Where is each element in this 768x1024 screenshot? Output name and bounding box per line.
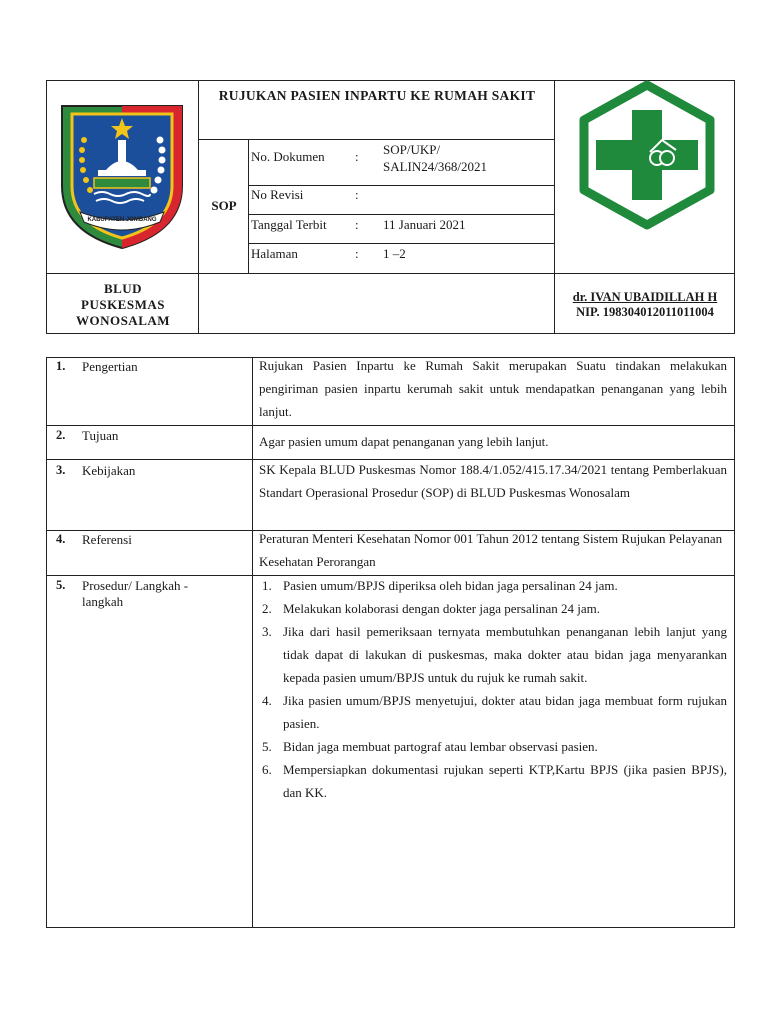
crest-ribbon-text: KABUPATEN JOMBANG <box>87 217 157 223</box>
divider <box>248 214 554 215</box>
step-number: 6. <box>262 762 272 777</box>
organization-line: BLUD <box>103 281 143 296</box>
row-number: 4. <box>56 532 66 546</box>
divider <box>248 243 554 244</box>
step-text: Mempersiapkan dokumentasi rujukan seperti KTP,Kartu BPJS (jika pasien BPJS), dan KK. <box>283 762 727 800</box>
field-value-no-dokumen: SOP/UKP/ SALIN24/368/2021 <box>383 142 487 174</box>
step-text: Jika pasien umum/BPJS menyetujui, dokter atau bidan jaga membuat form rujukan pasien. <box>283 693 727 731</box>
divider <box>248 139 249 273</box>
organization-line: PUSKESMAS <box>81 297 165 312</box>
divider <box>46 425 735 426</box>
divider <box>554 273 555 334</box>
step-text: Pasien umum/BPJS diperiksa oleh bidan jaga persalinan 24 jam. <box>283 578 618 593</box>
divider <box>46 273 735 274</box>
row-label-prosedur: Prosedur/ Langkah - langkah <box>82 578 189 609</box>
step-text: Melakukan kolaborasi dengan dokter jaga persalinan 24 jam. <box>283 601 600 616</box>
document-title: RUJUKAN PASIEN INPARTU KE RUMAH SAKIT <box>218 88 536 103</box>
step-number: 1. <box>262 578 272 593</box>
procedure-step <box>259 597 727 620</box>
puskesmas-logo-icon <box>576 80 718 230</box>
signer-name: dr. IVAN UBAIDILLAH H <box>572 290 718 304</box>
procedure-step <box>259 689 727 735</box>
row-number: 3. <box>56 463 66 477</box>
step-number: 4. <box>262 693 272 708</box>
field-label-halaman: Halaman <box>251 246 298 261</box>
procedure-step <box>259 574 727 597</box>
step-number: 2. <box>262 601 272 616</box>
row-label-referensi: Referensi <box>82 532 132 547</box>
field-label-no-dokumen: No. Dokumen <box>251 149 325 164</box>
step-number: 3. <box>262 624 272 639</box>
organization-line: WONOSALAM <box>75 313 171 328</box>
kabupaten-jombang-crest-icon <box>58 100 186 252</box>
procedure-step <box>259 758 727 804</box>
row-label-kebijakan: Kebijakan <box>82 463 136 478</box>
field-value-tanggal-terbit: 11 Januari 2021 <box>383 217 466 232</box>
row-label-tujuan: Tujuan <box>82 428 119 443</box>
divider <box>252 357 253 928</box>
signer-block <box>557 290 733 320</box>
field-separator: : <box>355 149 359 164</box>
organization-name <box>48 281 198 329</box>
row-number: 2. <box>56 428 66 442</box>
signer-nip: NIP. 198304012011011004 <box>576 305 714 319</box>
procedure-step <box>259 735 727 758</box>
field-separator: : <box>355 187 359 202</box>
row-number: 5. <box>56 578 66 592</box>
row-number: 1. <box>56 359 66 373</box>
row-text-referensi: Peraturan Menteri Kesehatan Nomor 001 Tahun 2012 tentang Sistem Rujukan Pelayanan Kesehatan Perorangan <box>259 531 723 569</box>
step-text: Jika dari hasil pemeriksaan ternyata membutuhkan penanganan lebih lanjut yang tidak dapat di lakukan di puskesmas, maka dokter atau bidan jaga menyarankan kepada pasien umum/BPJS untuk du rujuk ke rumah sakit. <box>283 624 727 685</box>
sop-label: SOP <box>211 198 237 213</box>
row-text-pengertian: Rujukan Pasien Inpartu ke Rumah Sakit merupakan Suatu tindakan melakukan pengiriman pasien inpartu kerumah sakit untuk mendapatkan penanganan yang lebih lanjut. <box>259 358 727 419</box>
step-text: Bidan jaga membuat partograf atau lembar observasi pasien. <box>283 739 598 754</box>
field-value-halaman: 1 –2 <box>383 246 406 261</box>
divider <box>554 80 555 273</box>
step-number: 5. <box>262 739 272 754</box>
field-label-no-revisi: No Revisi <box>251 187 304 202</box>
row-label-pengertian: Pengertian <box>82 359 138 374</box>
field-separator: : <box>355 217 359 232</box>
row-text-kebijakan: SK Kepala BLUD Puskesmas Nomor 188.4/1.052/415.17.34/2021 tentang Pemberlakuan Standart Operasional Prosedur (SOP) di BLUD Puskesmas Wonosalam <box>259 462 727 500</box>
procedure-step <box>259 620 727 689</box>
procedure-steps-list <box>259 574 727 804</box>
divider <box>198 80 199 334</box>
row-text-tujuan: Agar pasien umum dapat penanganan yang lebih lanjut. <box>259 434 549 449</box>
divider <box>198 139 554 140</box>
field-label-tanggal-terbit: Tanggal Terbit <box>251 217 327 232</box>
field-separator: : <box>355 246 359 261</box>
